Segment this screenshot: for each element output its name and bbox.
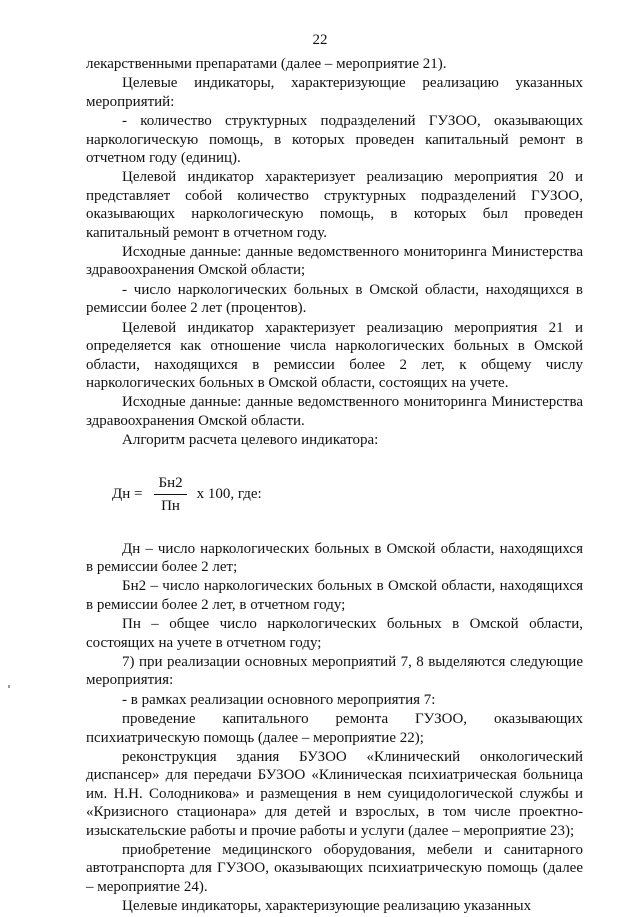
paragraph: Исходные данные: данные ведомственного мониторинга Министерства здравоохранения Омской области.	[86, 394, 583, 429]
paragraph: Целевой индикатор характеризует реализацию мероприятия 21 и определяется как отношение числа наркологических больных в Омской области, находящихся в ремиссии более 2 лет, к общему числу наркологических больных в Омской области, состоящих на учете.	[86, 319, 583, 391]
paragraph: - в рамках реализации основного мероприятия 7:	[122, 691, 436, 708]
paragraph: Бн2 – число наркологических больных в Омской области, находящихся в ремиссии более 2 лет, в отчетном году;	[86, 578, 583, 613]
scan-mark	[8, 685, 10, 688]
paragraph: Дн – число наркологических больных в Омской области, находящихся в ремиссии более 2 лет;	[86, 540, 583, 575]
formula-numerator: Бн2	[154, 474, 186, 495]
page-number: 22	[312, 32, 328, 48]
paragraph: Исходные данные: данные ведомственного мониторинга Министерства здравоохранения Омской области;	[86, 244, 583, 279]
paragraph: реконструкция здания БУЗОО «Клинический онкологический диспансер» для передачи БУЗОО «Клиническая психиатрическая больница им. Н.Н. Солодникова» и размещения в нем суицидологической службы и «Кризисного стационара» для детей и взрослых, в том числе проектно-изыскательские работы и прочие работы и услуги (далее – мероприятие 23);	[86, 749, 583, 839]
paragraph: Целевой индикатор характеризует реализацию мероприятия 20 и представляет собой количество структурных подразделений ГУЗОО, оказывающих наркологическую помощь, в которых был проведен капитальный ремонт в отчетном году.	[86, 169, 583, 241]
formula-denominator: Пн	[161, 498, 180, 515]
paragraph: лекарственными препаратами (далее – мероприятие 21).	[86, 56, 447, 72]
formula	[86, 472, 583, 518]
paragraph: Алгоритм расчета целевого индикатора:	[122, 432, 379, 449]
paragraph: - количество структурных подразделений ГУЗОО, оказывающих наркологическую помощь, в которых проведен капитальный ремонт в отчетном году (единиц).	[86, 113, 583, 167]
formula-lhs: Дн =	[112, 486, 143, 503]
paragraph: - число наркологических больных в Омской области, находящихся в ремиссии более 2 лет (процентов).	[86, 281, 583, 317]
paragraph: Целевые индикаторы, характеризующие реализацию указанных мероприятий:	[86, 75, 583, 110]
document-body	[86, 55, 583, 917]
formula-rhs: х 100, где:	[196, 486, 262, 503]
paragraph: проведение капитального ремонта ГУЗОО, оказывающих психиатрическую помощь (далее – мероприятие 22);	[86, 711, 583, 746]
paragraph: Целевые индикаторы, характеризующие реализацию указанных	[122, 898, 532, 915]
paragraph: приобретение медицинского оборудования, мебели и санитарного автотранспорта для ГУЗОО, оказывающих психиатрическую помощь (далее – мероприятие 24).	[86, 842, 583, 895]
paragraph: 7) при реализации основных мероприятий 7, 8 выделяются следующие мероприятия:	[86, 653, 583, 689]
formula-fraction	[154, 474, 186, 516]
paragraph: Пн – общее число наркологических больных в Омской области, состоящих на учете в отчетном году;	[86, 616, 583, 651]
